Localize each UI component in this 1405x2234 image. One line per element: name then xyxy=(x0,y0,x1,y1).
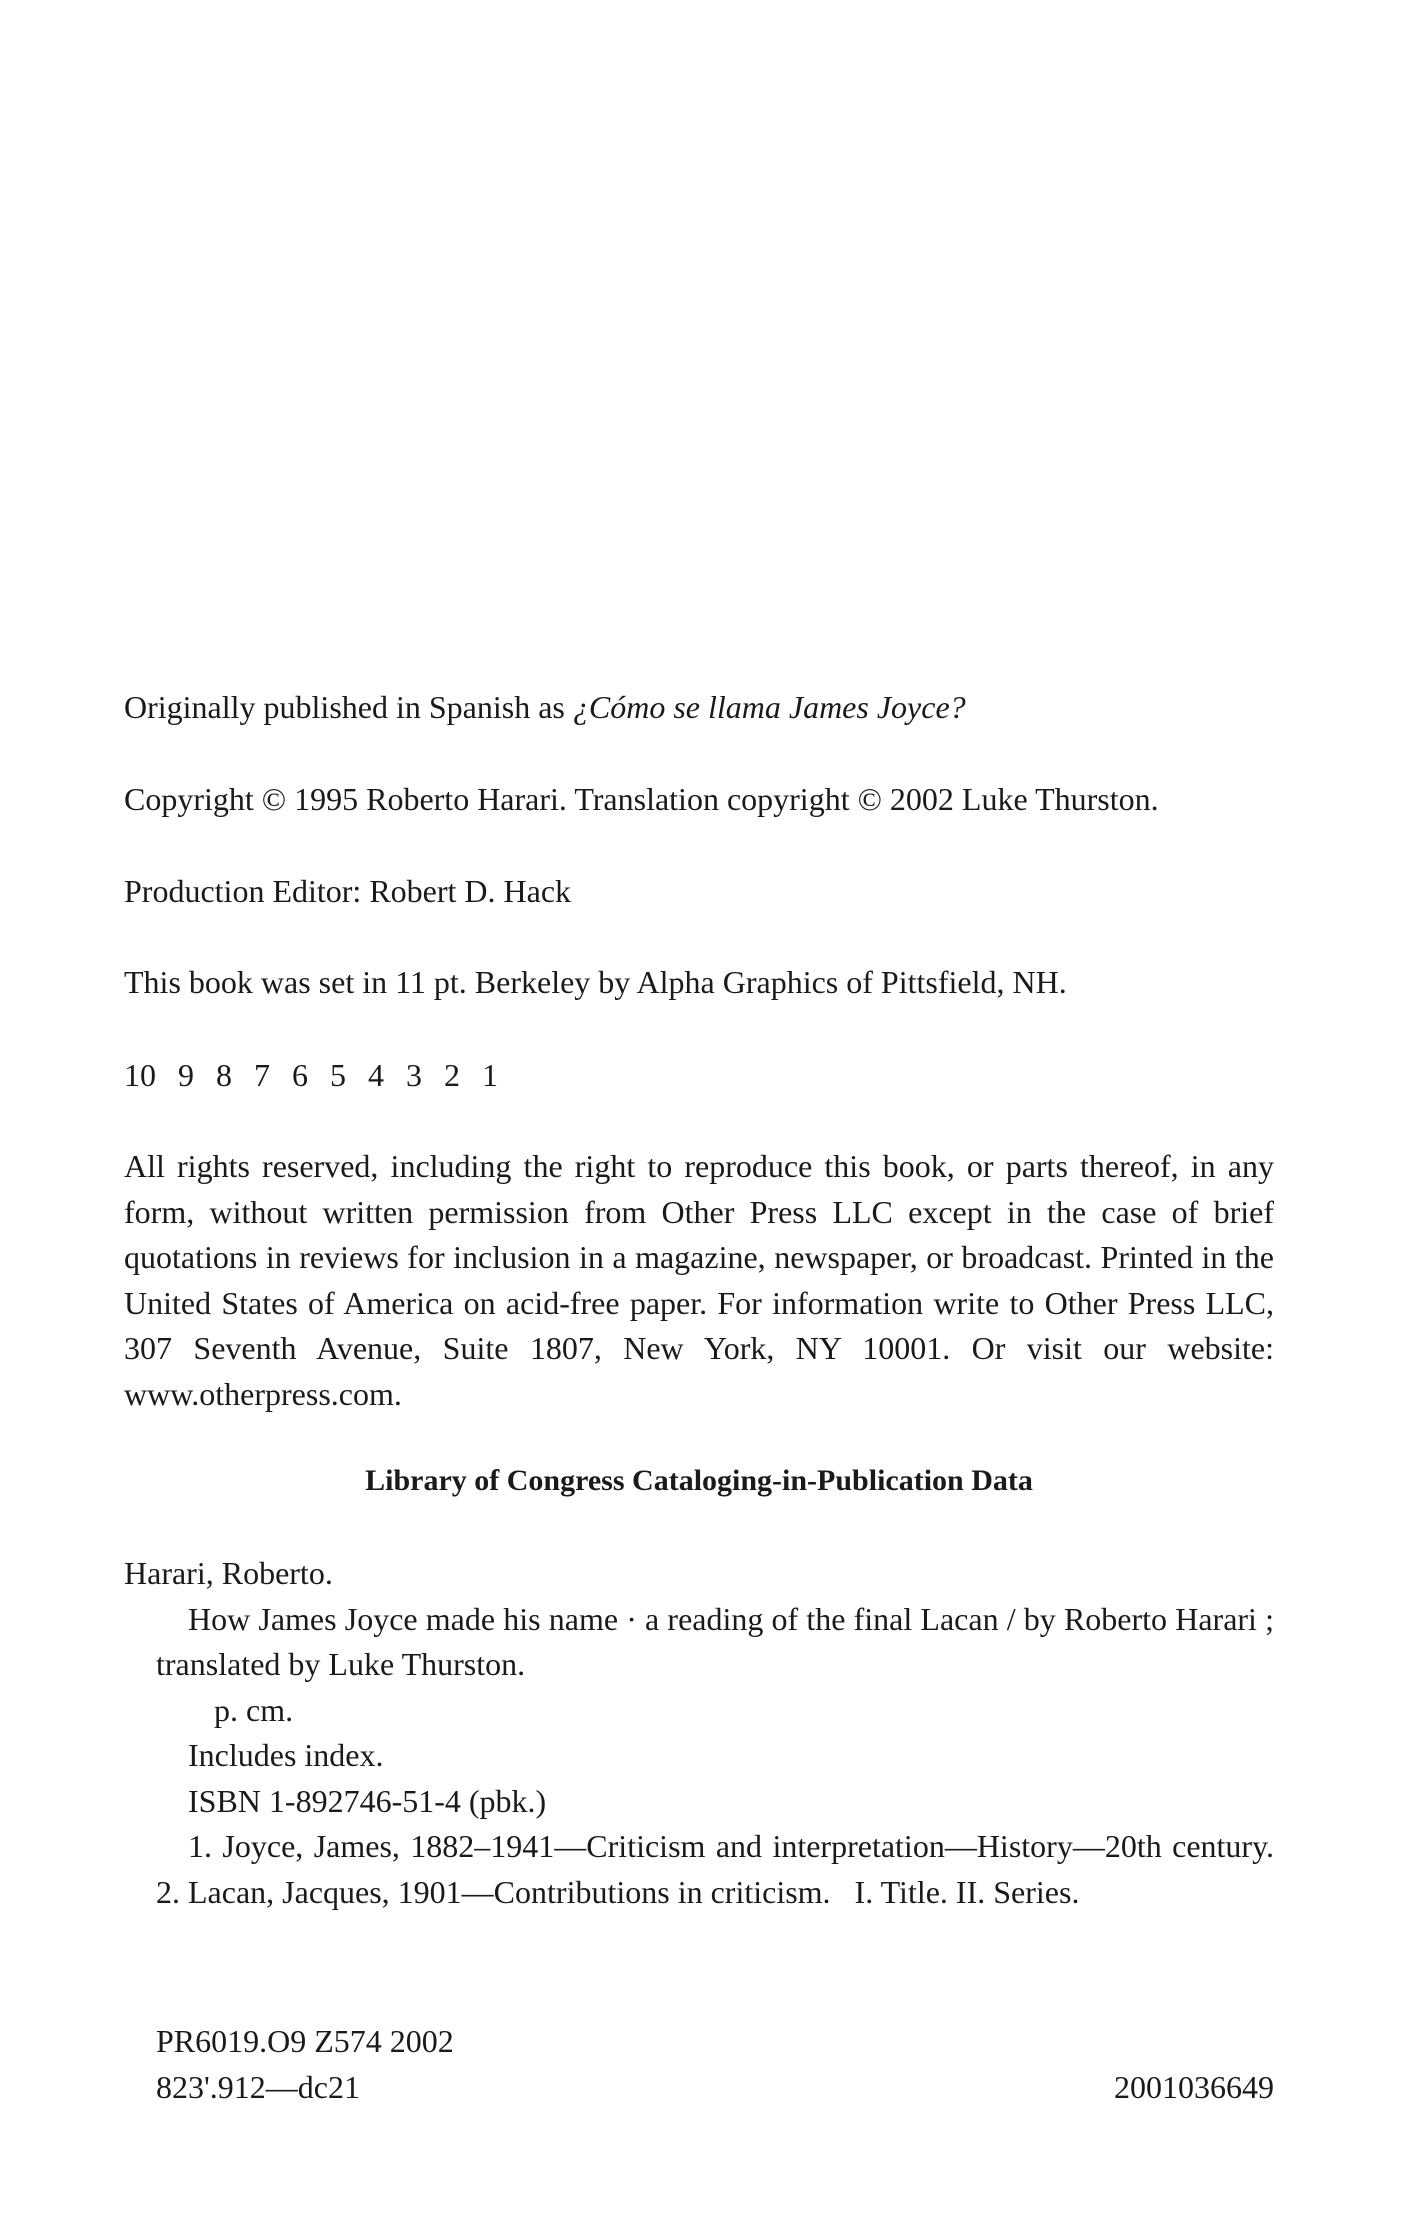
cip-physical-description: p. cm. xyxy=(214,1691,294,1728)
original-publication-line xyxy=(124,685,966,729)
cip-index-note: Includes index. xyxy=(188,1737,384,1773)
cip-lccn: 2001036649 xyxy=(1114,2069,1274,2105)
original-publication-prefix: Originally published in Spanish as xyxy=(124,689,573,725)
cip-author: Harari, Roberto. xyxy=(124,1555,333,1591)
printing-numbers: 10 9 8 7 6 5 4 3 2 1 xyxy=(124,1057,498,1093)
cip-record xyxy=(124,1551,1298,1915)
typeset-line: This book was set in 11 pt. Berkeley by Alpha Graphics of Pittsfield, NH. xyxy=(124,964,1067,1000)
cip-dewey-number: 823'.912—dc21 xyxy=(156,2069,360,2105)
cip-title-statement: How James Joyce made his name · a reading of the final Lacan / by Roberto Harari ; translated by Luke Thurston. xyxy=(156,1600,1274,1682)
cip-isbn: ISBN 1-892746-51-4 (pbk.) xyxy=(188,1782,547,1819)
rights-paragraph: All rights reserved, including the right to reproduce this book, or parts thereof, in any form, without written permission from Other Press LLC except in the case of brief quotations in reviews for inclusion in a magazine, newspaper, or broadcast. Printed in the United States of America on acid-free paper. For information write to Other Press LLC, 307 Seventh Avenue, Suite 1807, New York, NY 10001. Or visit our website: www.otherpress.com. xyxy=(124,1148,1274,1412)
original-title: ¿Cómo se llama James Joyce? xyxy=(572,689,966,725)
cip-subjects: 1. Joyce, James, 1882–1941—Criticism and interpretation—History—20th century. 2. Lacan, Jacques, 1901—Contributions in criticism. I. Title. II. Series. xyxy=(156,1828,1298,1910)
cip-call-number: PR6019.O9 Z574 2002 xyxy=(156,2023,454,2059)
copyright-line: Copyright © 1995 Roberto Harari. Translation copyright © 2002 Luke Thurston. xyxy=(124,781,1159,817)
production-editor-line: Production Editor: Robert D. Hack xyxy=(124,873,572,909)
cip-heading: Library of Congress Cataloging-in-Publication Data xyxy=(365,1464,1033,1497)
